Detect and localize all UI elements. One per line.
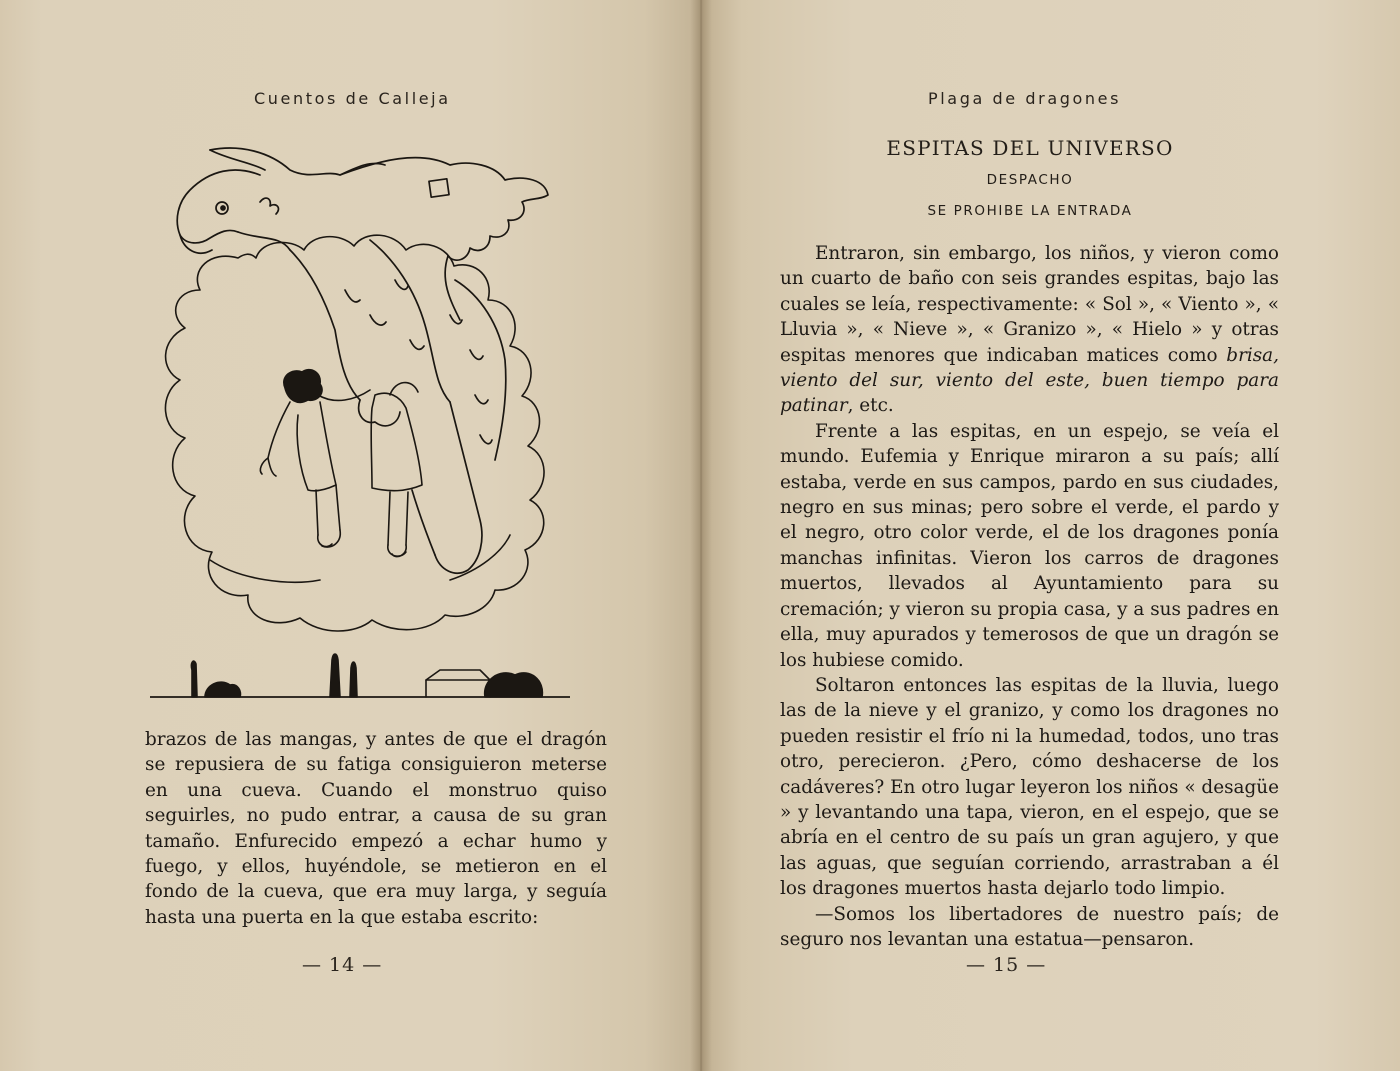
dragon-wing: [340, 158, 548, 261]
right-running-head: Plaga de dragones: [928, 89, 1122, 108]
right-body-text: [780, 241, 1279, 952]
girl-dress: [371, 393, 422, 490]
left-running-head: Cuentos de Calleja: [254, 89, 451, 108]
paragraph-1: [780, 241, 1279, 419]
boy-hair: [284, 370, 322, 403]
right-page-number: — 15 —: [966, 954, 1047, 976]
sign-line-prohibe: SE PROHIBE LA ENTRADA: [927, 203, 1133, 219]
paragraph-1-end: , etc.: [847, 395, 894, 417]
book-gutter: [690, 0, 712, 1071]
right-page: [700, 0, 1400, 1071]
dragon-carrying-children-illustration: [150, 140, 570, 710]
paragraph-1-italic: brisa, viento del sur, viento del este, buen tiempo para patinar: [780, 344, 1279, 417]
bush: [485, 673, 543, 697]
children: [260, 370, 422, 557]
tree-left: [191, 661, 197, 697]
sign-line-despacho: DESPACHO: [986, 172, 1074, 188]
left-paragraph: brazos de las mangas, y antes de que el dragón se repusiera de su fatiga consiguieron meterse en una cueva. Cuando el monstruo quiso seguirles, no pudo entrar, a causa de su gran tamaño. Enfurecido empezó a echar humo y fuego, y ellos, huyéndole, se metieron en el fondo de la cueva, que era muy larga, y seguía hasta una puerta en la que estaba escrito:: [145, 729, 607, 928]
dragon: [177, 148, 548, 573]
left-body-text: [145, 727, 607, 930]
sign-title: ESPITAS DEL UNIVERSO: [886, 136, 1174, 160]
paragraph-1-text: Entraron, sin embargo, los niños, y vieron como un cuarto de baño con seis grandes espitas, bajo las cuales se leía, respectivamente: « Sol », « Viento », « Lluvia », « Nieve », « Granizo », « Hielo » y otras espitas menores que indicaban matices como: [780, 243, 1279, 366]
house: [426, 670, 490, 697]
tree-right: [350, 662, 357, 697]
paragraph-2: Frente a las espitas, en un espejo, se veía el mundo. Eufemia y Enrique miraron a su país; allí estaba, verde en sus campos, pardo en sus ciudades, negro en sus minas; pero sobre el verde, el pardo y el negro, otro color verde, el de los dragones ponía manchas infinitas. Vieron los carros de dragones muertos, llevados al Ayuntamiento para su cremación; y vieron su propia casa, y a sus padres en ella, muy apurados y temerosos de que un dragón se los hubiese comido.: [780, 420, 1279, 671]
tree-mid: [330, 654, 340, 697]
paragraph-3: Soltaron entonces las espitas de la lluvia, luego las de la nieve y el granizo, y como los dragones no pueden resistir el frío ni la humedad, todos, uno tras otro, perecieron. ¿Pero, cómo deshacerse de los cadáveres? En otro lugar leyeron los niños « desagüe » y levantando una tapa, vieron, en el espejo, que se abría en el centro de su país un gran agujero, y que las aguas, que seguían corriendo, arrastraban a él los dragones muertos hasta dejarlo todo limpio.: [780, 674, 1279, 900]
left-page-number: — 14 —: [302, 954, 383, 976]
cloud-outline: [165, 235, 544, 631]
paragraph-4: —Somos los libertadores de nuestro país; de seguro nos levantan una estatua—pensaron.: [780, 903, 1279, 950]
